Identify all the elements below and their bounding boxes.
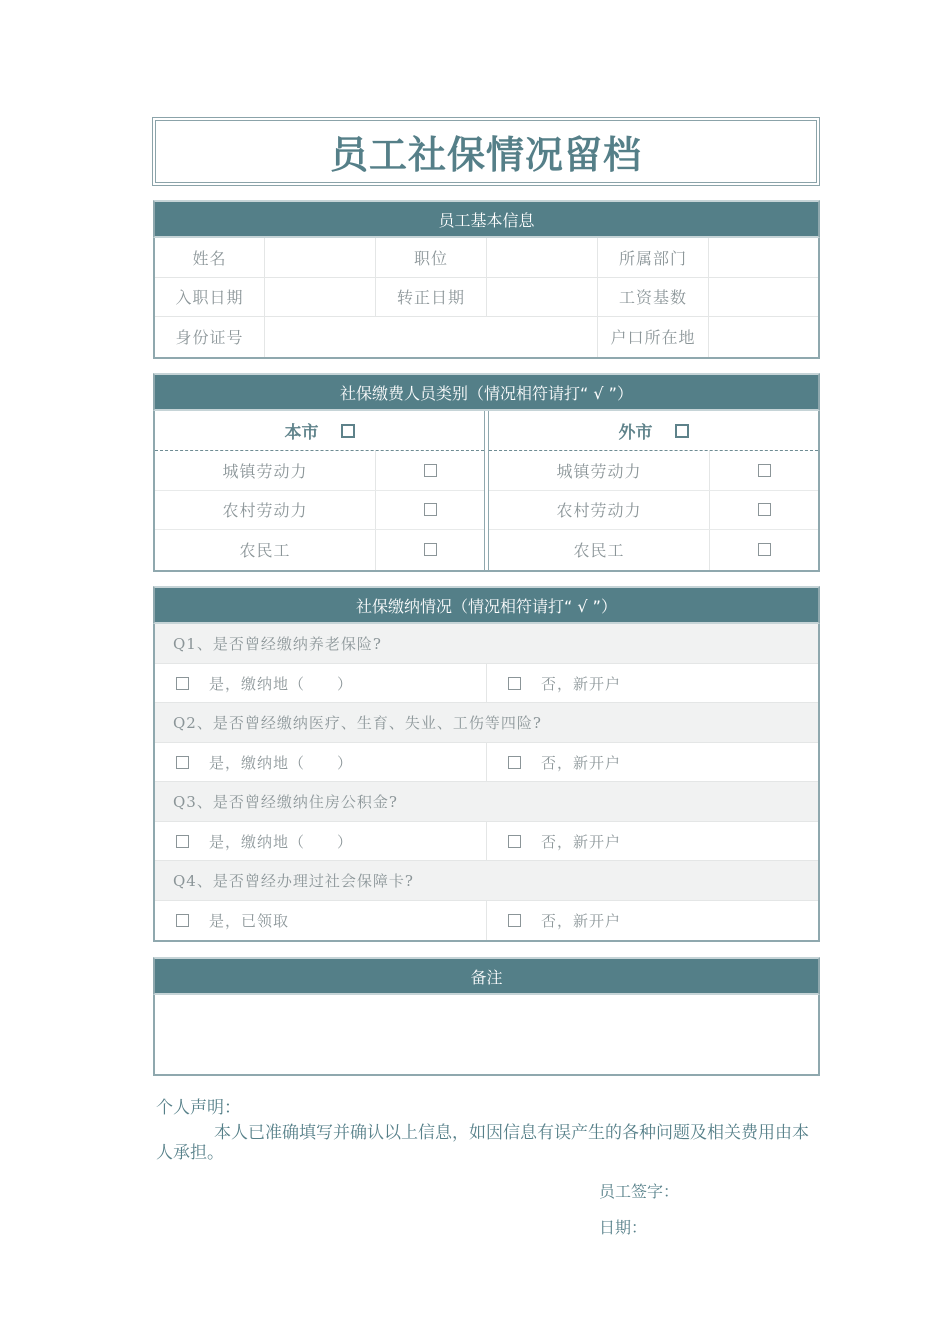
category-item-label: 农村劳动力 bbox=[155, 491, 376, 530]
answer-yes-label: 是，已领取 bbox=[209, 912, 290, 930]
signature-label: 员工签字： bbox=[599, 1182, 680, 1201]
label-confirm-date: 转正日期 bbox=[376, 278, 487, 318]
answer-no-label: 否，新开户 bbox=[541, 912, 622, 930]
label-hire-date: 入职日期 bbox=[155, 278, 265, 318]
remarks-section bbox=[153, 957, 820, 1076]
category-row bbox=[155, 451, 484, 491]
answer-yes bbox=[155, 743, 487, 781]
answer-yes bbox=[155, 822, 487, 860]
checkbox-q2-yes[interactable] bbox=[176, 756, 189, 769]
label-id-number: 身份证号 bbox=[155, 317, 265, 357]
question-row: Q1、是否曾经缴纳养老保险? bbox=[155, 624, 818, 664]
category-nonlocal-title: 外市 bbox=[618, 423, 653, 443]
category-section bbox=[153, 373, 820, 572]
checkbox-local-migrant[interactable] bbox=[424, 543, 437, 556]
question-row: Q3、是否曾经缴纳住房公积金? bbox=[155, 782, 818, 822]
answer-yes-label: 是，缴纳地（ ） bbox=[209, 674, 354, 693]
category-item-box bbox=[376, 491, 484, 530]
title-box bbox=[152, 117, 820, 186]
answer-yes-label: 是，缴纳地（ ） bbox=[209, 832, 354, 851]
checkbox-q4-yes[interactable] bbox=[176, 914, 189, 927]
answer-row bbox=[155, 901, 818, 940]
category-local-title: 本市 bbox=[284, 423, 319, 443]
field-confirm-date[interactable] bbox=[487, 278, 598, 318]
category-item-label: 农村劳动力 bbox=[489, 491, 710, 530]
checkbox-nonlocal-rural[interactable] bbox=[758, 503, 771, 516]
checkbox-nonlocal-urban[interactable] bbox=[758, 464, 771, 477]
category-item-box bbox=[710, 530, 818, 570]
contribution-header: 社保缴纳情况（情况相符请打“ √ ”） bbox=[153, 586, 820, 624]
category-item-box bbox=[376, 451, 484, 490]
answer-row bbox=[155, 822, 818, 861]
answer-yes bbox=[155, 901, 487, 940]
title-inner bbox=[155, 120, 817, 183]
field-id-number[interactable] bbox=[265, 317, 598, 357]
field-name[interactable] bbox=[265, 238, 376, 278]
category-row bbox=[155, 491, 484, 531]
field-position[interactable] bbox=[487, 238, 598, 278]
checkbox-local-urban[interactable] bbox=[424, 464, 437, 477]
category-local bbox=[155, 411, 484, 570]
category-item-box bbox=[710, 491, 818, 530]
field-department[interactable] bbox=[709, 238, 818, 278]
checkbox-q1-no[interactable] bbox=[508, 677, 521, 690]
category-nonlocal-head bbox=[489, 411, 818, 451]
category-row bbox=[489, 530, 818, 570]
date-label: 日期： bbox=[599, 1218, 648, 1237]
category-item-label: 农民工 bbox=[489, 530, 710, 570]
remarks-field[interactable] bbox=[155, 995, 818, 1074]
category-local-head bbox=[155, 411, 484, 451]
category-nonlocal bbox=[489, 411, 818, 570]
field-household[interactable] bbox=[709, 317, 818, 357]
category-body bbox=[155, 411, 818, 570]
category-item-label: 农民工 bbox=[155, 530, 376, 570]
answer-no-label: 否，新开户 bbox=[541, 832, 622, 851]
category-row bbox=[489, 451, 818, 491]
field-hire-date[interactable] bbox=[265, 278, 376, 318]
label-name: 姓名 bbox=[155, 238, 265, 278]
category-row bbox=[155, 530, 484, 570]
question-row: Q4、是否曾经办理过社会保障卡? bbox=[155, 861, 818, 901]
category-header: 社保缴费人员类别（情况相符请打“ √ ”） bbox=[153, 373, 820, 411]
answer-no bbox=[487, 822, 818, 860]
category-row bbox=[489, 491, 818, 531]
basic-info-section bbox=[153, 200, 820, 359]
answer-row bbox=[155, 743, 818, 782]
answer-no-label: 否，新开户 bbox=[541, 674, 622, 693]
checkbox-q1-yes[interactable] bbox=[176, 677, 189, 690]
declaration-title: 个人声明： bbox=[156, 1098, 241, 1118]
basic-info-grid bbox=[155, 238, 818, 357]
answer-row bbox=[155, 664, 818, 703]
page-title: 员工社保情况留档 bbox=[329, 133, 642, 177]
declaration-body: 本人已准确填写并确认以上信息，如因信息有误产生的各种问题及相关费用由本人承担。 bbox=[156, 1123, 809, 1163]
basic-info-header: 员工基本信息 bbox=[153, 200, 820, 238]
answer-no bbox=[487, 743, 818, 781]
category-item-box bbox=[710, 451, 818, 490]
answer-no bbox=[487, 664, 818, 702]
label-household: 户口所在地 bbox=[598, 317, 709, 357]
category-item-box bbox=[376, 530, 484, 570]
question-row: Q2、是否曾经缴纳医疗、生育、失业、工伤等四险? bbox=[155, 703, 818, 743]
answer-no bbox=[487, 901, 818, 940]
checkbox-q3-yes[interactable] bbox=[176, 835, 189, 848]
label-position: 职位 bbox=[376, 238, 487, 278]
category-item-label: 城镇劳动力 bbox=[489, 451, 710, 490]
checkbox-local-rural[interactable] bbox=[424, 503, 437, 516]
category-item-label: 城镇劳动力 bbox=[155, 451, 376, 490]
field-salary-base[interactable] bbox=[709, 278, 818, 318]
checkbox-q4-no[interactable] bbox=[508, 914, 521, 927]
label-salary-base: 工资基数 bbox=[598, 278, 709, 318]
checkbox-nonlocal[interactable] bbox=[675, 424, 689, 438]
checkbox-q3-no[interactable] bbox=[508, 835, 521, 848]
answer-yes-label: 是，缴纳地（ ） bbox=[209, 753, 354, 772]
label-department: 所属部门 bbox=[598, 238, 709, 278]
checkbox-local[interactable] bbox=[341, 424, 355, 438]
checkbox-q2-no[interactable] bbox=[508, 756, 521, 769]
contribution-section bbox=[153, 586, 820, 942]
answer-no-label: 否，新开户 bbox=[541, 753, 622, 772]
remarks-header: 备注 bbox=[153, 957, 820, 995]
answer-yes bbox=[155, 664, 487, 702]
checkbox-nonlocal-migrant[interactable] bbox=[758, 543, 771, 556]
